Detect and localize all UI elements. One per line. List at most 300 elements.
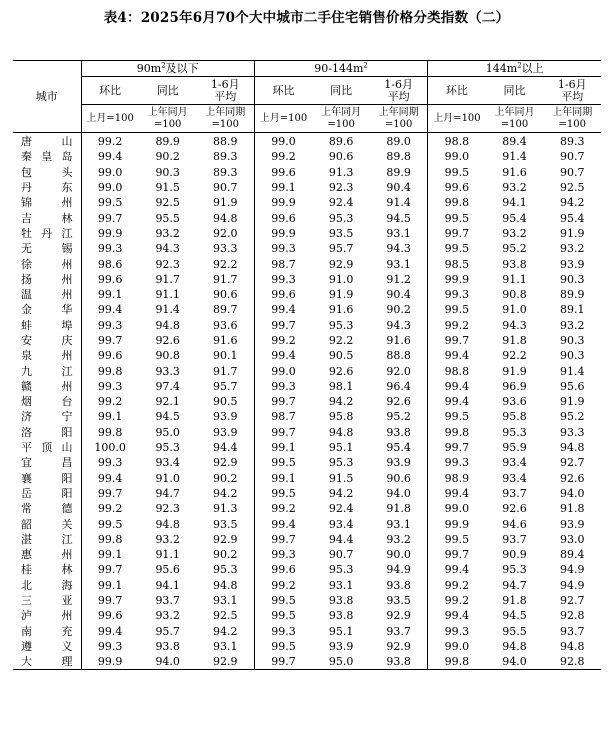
table-row xyxy=(13,501,601,516)
index-value: 99.6 xyxy=(81,608,139,623)
index-value: 93.5 xyxy=(386,594,411,608)
index-value: 93.5 xyxy=(212,517,238,531)
index-value: 91.4 xyxy=(560,364,585,378)
index-value: 93.9 xyxy=(212,410,238,424)
city-name: 韶关 xyxy=(21,517,73,531)
table-row xyxy=(13,516,601,531)
city-name: 洛阳 xyxy=(21,425,73,439)
index-value: 99.3 xyxy=(81,639,139,654)
index-value: 99.1 xyxy=(254,440,312,455)
index-value: 96.4 xyxy=(386,379,411,393)
city-name: 大理 xyxy=(13,654,81,670)
index-value: 99.7 xyxy=(254,318,312,333)
index-value: 99.2 xyxy=(81,133,139,150)
index-value: 99.1 xyxy=(254,180,312,195)
index-value: 90.9 xyxy=(502,548,527,562)
index-value: 99.3 xyxy=(428,455,486,470)
subheader-avg: 1-6月 平均 xyxy=(197,77,255,105)
index-value: 90.7 xyxy=(560,165,585,179)
city-name: 扬州 xyxy=(21,272,73,286)
table-row xyxy=(13,654,601,670)
table-row xyxy=(13,318,601,333)
index-value: 92.3 xyxy=(328,181,354,195)
index-value: 88.8 xyxy=(386,349,411,363)
index-value: 99.6 xyxy=(254,165,312,180)
index-value: 94.8 xyxy=(502,639,527,653)
index-value: 93.8 xyxy=(386,425,411,439)
index-value: 94.0 xyxy=(486,654,544,670)
index-value: 89.3 xyxy=(560,135,585,149)
table-row xyxy=(13,379,601,394)
index-value: 89.9 xyxy=(560,288,585,302)
index-value: 99.3 xyxy=(254,272,312,287)
index-value: 95.9 xyxy=(502,441,527,455)
index-value: 99.0 xyxy=(81,180,139,195)
index-value: 91.7 xyxy=(212,364,238,378)
index-value: 93.1 xyxy=(386,257,411,271)
index-value: 99.5 xyxy=(428,165,486,180)
table-row xyxy=(13,133,601,150)
index-value: 93.9 xyxy=(560,517,585,531)
index-value: 94.5 xyxy=(386,211,411,225)
index-value: 90.4 xyxy=(386,288,411,302)
subheader-yoy: 同比 xyxy=(139,77,197,105)
index-value: 93.2 xyxy=(155,609,180,623)
group-header-medium: $90-144m^2$ xyxy=(254,61,427,77)
index-value: 92.9 xyxy=(386,639,411,653)
index-value: 93.8 xyxy=(502,257,527,271)
index-value: 94.2 xyxy=(328,486,354,500)
index-value: 98.7 xyxy=(254,256,312,271)
city-name: 泸州 xyxy=(21,609,73,623)
index-value: 91.9 xyxy=(560,395,585,409)
index-value: 91.4 xyxy=(502,150,527,164)
city-name: 桂林 xyxy=(21,563,73,577)
index-value: 93.9 xyxy=(386,456,411,470)
index-value: 95.3 xyxy=(328,211,354,225)
index-value: 99.3 xyxy=(428,624,486,639)
index-value: 90.2 xyxy=(212,548,238,562)
index-value: 92.7 xyxy=(560,594,585,608)
index-value: 99.7 xyxy=(428,333,486,348)
index-value: 94.5 xyxy=(155,410,180,424)
index-value: 94.4 xyxy=(328,532,354,546)
index-value: 92.5 xyxy=(560,181,585,195)
index-value: 91.5 xyxy=(155,181,180,195)
index-value: 91.6 xyxy=(212,334,238,347)
index-value: 91.4 xyxy=(155,303,180,317)
index-value: 92.3 xyxy=(155,502,180,516)
index-value: 89.3 xyxy=(212,150,238,164)
index-value: 90.2 xyxy=(155,150,180,164)
index-value: 93.2 xyxy=(502,226,527,240)
city-name: 常德 xyxy=(21,502,73,516)
index-value: 99.4 xyxy=(254,348,312,363)
index-value: 92.7 xyxy=(560,456,585,470)
index-value: 99.8 xyxy=(428,425,486,440)
index-value: 90.6 xyxy=(328,150,354,164)
city-name: 九江 xyxy=(21,364,73,378)
index-value: 99.2 xyxy=(81,501,139,516)
index-value: 93.8 xyxy=(370,654,428,670)
index-value: 99.3 xyxy=(81,241,139,256)
index-value: 99.9 xyxy=(254,195,312,210)
city-name: 安庆 xyxy=(21,334,73,347)
base-label: 上年同期 =100 xyxy=(543,105,601,133)
table-row xyxy=(13,471,601,486)
index-value: 99.5 xyxy=(428,532,486,547)
index-value: 90.5 xyxy=(212,395,238,409)
table-row xyxy=(13,195,601,210)
index-value: 93.2 xyxy=(502,181,527,195)
index-value: 94.8 xyxy=(155,318,180,332)
city-name: 宜昌 xyxy=(21,456,73,470)
index-value: 99.1 xyxy=(81,409,139,424)
index-value: 92.6 xyxy=(502,502,527,516)
index-value: 93.7 xyxy=(155,594,180,608)
city-name: 吉林 xyxy=(21,211,73,225)
index-value: 94.0 xyxy=(386,486,411,500)
index-value: 99.7 xyxy=(81,486,139,501)
index-value: 99.0 xyxy=(428,501,486,516)
index-value: 90.7 xyxy=(560,150,585,164)
index-value: 99.3 xyxy=(254,624,312,639)
index-value: 94.1 xyxy=(502,196,527,210)
table-row xyxy=(13,394,601,409)
index-value: 91.7 xyxy=(212,272,238,286)
index-value: 94.0 xyxy=(139,654,197,670)
index-value: 99.7 xyxy=(254,394,312,409)
index-value: 95.1 xyxy=(328,624,354,638)
city-name: 无锡 xyxy=(21,242,73,256)
city-name: 锦州 xyxy=(21,196,73,210)
index-value: 99.5 xyxy=(254,608,312,623)
index-value: 90.3 xyxy=(560,272,585,286)
index-value: 99.9 xyxy=(254,226,312,241)
index-value: 99.8 xyxy=(81,425,139,440)
index-value: 99.4 xyxy=(81,149,139,164)
index-value: 99.7 xyxy=(81,593,139,608)
index-value: 93.2 xyxy=(560,318,585,332)
index-value: 99.0 xyxy=(81,165,139,180)
index-value: 92.9 xyxy=(328,257,354,271)
index-value: 93.2 xyxy=(386,532,411,546)
table-title: 表4：2025年6月70个大中城市二手住宅销售价格分类指数（二） xyxy=(103,10,510,26)
index-value: 95.2 xyxy=(560,410,585,424)
index-value: 99.4 xyxy=(81,471,139,486)
index-value: 95.6 xyxy=(560,379,585,393)
index-value: 93.6 xyxy=(502,395,527,409)
index-value: 93.8 xyxy=(386,578,411,592)
index-value: 91.5 xyxy=(328,471,354,485)
index-value: 99.8 xyxy=(428,654,486,670)
index-value: 92.8 xyxy=(543,654,601,670)
index-value: 95.7 xyxy=(212,379,238,393)
city-name: 赣州 xyxy=(21,379,73,393)
index-value: 99.2 xyxy=(254,333,312,348)
index-value: 99.4 xyxy=(254,302,312,317)
index-value: 99.5 xyxy=(254,593,312,608)
index-value: 94.9 xyxy=(386,563,411,577)
index-value: 99.4 xyxy=(428,348,486,363)
table-row xyxy=(13,302,601,317)
city-name: 包头 xyxy=(21,165,73,179)
index-value: 99.4 xyxy=(254,516,312,531)
index-value: 92.1 xyxy=(155,395,180,409)
index-value: 95.3 xyxy=(502,563,527,577)
index-value: 99.2 xyxy=(428,318,486,333)
index-value: 95.8 xyxy=(502,410,527,424)
index-value: 99.2 xyxy=(428,593,486,608)
index-value: 89.0 xyxy=(386,135,411,149)
index-value: 99.1 xyxy=(81,578,139,593)
table-row xyxy=(13,409,601,424)
index-value: 93.5 xyxy=(328,226,354,240)
index-value: 92.9 xyxy=(212,456,238,470)
subheader-mom: 环比 xyxy=(428,77,486,105)
index-value: 90.2 xyxy=(212,471,238,485)
index-value: 92.6 xyxy=(386,395,411,409)
index-value: 95.3 xyxy=(502,425,527,439)
subheader-avg: 1-6月 平均 xyxy=(370,77,428,105)
index-value: 95.5 xyxy=(502,624,527,638)
index-value: 90.8 xyxy=(155,349,180,363)
index-value: 99.7 xyxy=(254,532,312,547)
city-name: 烟台 xyxy=(21,395,73,409)
group-header-large: $144m^2$以上 xyxy=(428,61,601,77)
index-value: 99.5 xyxy=(428,302,486,317)
table-row xyxy=(13,486,601,501)
index-value: 99.3 xyxy=(254,547,312,562)
index-value: 98.1 xyxy=(328,379,354,393)
index-value: 98.7 xyxy=(254,409,312,424)
index-value: 99.9 xyxy=(428,516,486,531)
index-value: 95.8 xyxy=(328,410,354,424)
index-value: 94.1 xyxy=(155,578,180,592)
index-value: 95.6 xyxy=(155,563,180,577)
index-value: 93.8 xyxy=(328,609,354,623)
city-name: 泉州 xyxy=(21,349,73,363)
index-value: 92.6 xyxy=(560,471,585,485)
index-value: 94.8 xyxy=(212,211,238,225)
index-value: 90.3 xyxy=(560,349,585,363)
table-row xyxy=(13,241,601,256)
index-value: 94.9 xyxy=(560,578,585,592)
index-value: 99.9 xyxy=(81,226,139,241)
index-value: 90.7 xyxy=(212,181,238,195)
index-value: 95.1 xyxy=(328,441,354,455)
index-value: 99.5 xyxy=(254,486,312,501)
index-value: 93.2 xyxy=(155,532,180,546)
table-row xyxy=(13,149,601,164)
subheader-yoy: 同比 xyxy=(312,77,370,105)
index-value: 96.9 xyxy=(502,379,527,393)
index-value: 99.4 xyxy=(428,379,486,394)
index-value: 93.0 xyxy=(560,532,585,546)
index-value: 91.8 xyxy=(386,502,411,516)
index-value: 99.3 xyxy=(81,455,139,470)
index-value: 99.5 xyxy=(254,639,312,654)
index-value: 95.7 xyxy=(155,624,180,638)
index-value: 95.2 xyxy=(502,242,527,256)
subheader-mom: 环比 xyxy=(254,77,312,105)
index-value: 99.4 xyxy=(428,608,486,623)
index-value: 89.4 xyxy=(502,135,527,149)
index-value: 92.3 xyxy=(155,257,180,271)
table-row xyxy=(13,532,601,547)
city-name: 遵义 xyxy=(21,639,73,653)
index-value: 90.1 xyxy=(212,349,238,363)
index-value: 88.9 xyxy=(212,135,238,149)
index-value: 91.6 xyxy=(328,303,354,317)
index-value: 91.1 xyxy=(502,272,527,286)
index-value: 93.4 xyxy=(502,471,527,485)
base-label: 上年同期 =100 xyxy=(197,105,255,133)
index-value: 99.7 xyxy=(428,226,486,241)
index-value: 98.8 xyxy=(428,133,486,150)
index-value: 99.7 xyxy=(254,654,312,670)
index-value: 92.5 xyxy=(155,196,180,210)
index-value: 99.6 xyxy=(428,180,486,195)
index-value: 99.9 xyxy=(81,654,139,670)
index-value: 99.7 xyxy=(428,440,486,455)
index-value: 99.2 xyxy=(254,578,312,593)
table-row xyxy=(13,578,601,593)
index-value: 94.9 xyxy=(560,563,585,577)
index-value: 93.8 xyxy=(155,639,180,653)
index-value: 93.9 xyxy=(328,639,354,653)
index-value: 100.0 xyxy=(81,440,139,455)
city-name: 蚌埠 xyxy=(21,318,73,332)
table-row xyxy=(13,256,601,271)
index-value: 94.8 xyxy=(212,578,238,592)
index-value: 89.4 xyxy=(560,548,585,562)
index-value: 92.4 xyxy=(328,502,354,516)
index-value: 93.1 xyxy=(328,578,354,592)
group-header-small: $90m^2$及以下 xyxy=(81,61,254,77)
index-value: 94.7 xyxy=(502,578,527,592)
table-row xyxy=(13,455,601,470)
index-value: 99.4 xyxy=(428,486,486,501)
index-value: 94.6 xyxy=(502,517,527,531)
index-value: 93.1 xyxy=(212,594,238,608)
index-value: 99.8 xyxy=(428,195,486,210)
table-row xyxy=(13,363,601,378)
index-value: 95.3 xyxy=(155,441,180,455)
index-value: 99.4 xyxy=(81,302,139,317)
table-row xyxy=(13,287,601,302)
city-column-header: 城市 xyxy=(13,61,81,133)
index-value: 89.9 xyxy=(386,165,411,179)
index-value: 95.3 xyxy=(212,563,238,577)
index-value: 92.9 xyxy=(386,609,411,623)
index-value: 98.6 xyxy=(81,256,139,271)
index-value: 95.4 xyxy=(502,211,527,225)
table-row xyxy=(13,547,601,562)
city-name: 北海 xyxy=(21,578,73,592)
base-label: 上月=100 xyxy=(81,105,139,133)
index-value: 91.2 xyxy=(386,272,411,286)
index-value: 94.5 xyxy=(502,609,527,623)
index-value: 91.6 xyxy=(386,334,411,347)
city-name: 三亚 xyxy=(21,594,73,608)
index-value: 93.3 xyxy=(560,425,585,439)
index-value: 99.1 xyxy=(254,471,312,486)
index-value: 92.2 xyxy=(212,257,238,271)
index-value: 98.8 xyxy=(428,363,486,378)
index-value: 92.6 xyxy=(155,334,180,347)
index-value: 99.0 xyxy=(428,149,486,164)
index-value: 95.4 xyxy=(560,211,585,225)
index-value: 95.7 xyxy=(328,242,354,256)
index-value: 93.1 xyxy=(386,226,411,240)
table-row xyxy=(13,333,601,348)
index-value: 95.4 xyxy=(386,441,411,455)
index-value: 91.3 xyxy=(328,165,354,179)
index-value: 93.2 xyxy=(155,226,180,240)
index-value: 91.9 xyxy=(328,288,354,302)
index-value: 99.1 xyxy=(81,547,139,562)
index-value: 97.4 xyxy=(155,379,180,393)
index-value: 91.9 xyxy=(212,196,238,210)
index-value: 93.8 xyxy=(328,594,354,608)
table-row xyxy=(13,624,601,639)
index-value: 94.3 xyxy=(502,318,527,332)
city-name: 丹东 xyxy=(21,181,73,195)
index-value: 99.3 xyxy=(254,241,312,256)
city-name: 襄阳 xyxy=(21,471,73,485)
index-value: 91.1 xyxy=(155,548,180,562)
index-value: 93.1 xyxy=(212,639,238,653)
index-value: 94.0 xyxy=(560,486,585,500)
index-value: 99.7 xyxy=(428,547,486,562)
index-value: 99.7 xyxy=(81,562,139,577)
subheader-yoy: 同比 xyxy=(486,77,544,105)
index-value: 91.0 xyxy=(155,471,180,485)
base-label: 上年同期 =100 xyxy=(370,105,428,133)
index-value: 89.9 xyxy=(155,135,180,149)
index-value: 95.0 xyxy=(155,425,180,439)
index-value: 91.8 xyxy=(502,334,527,347)
index-value: 93.9 xyxy=(560,257,585,271)
index-value: 94.7 xyxy=(155,486,180,500)
index-value: 93.3 xyxy=(155,364,180,378)
index-value: 91.1 xyxy=(155,288,180,302)
index-value: 94.8 xyxy=(560,441,585,455)
index-value: 99.9 xyxy=(428,272,486,287)
index-value: 93.4 xyxy=(502,456,527,470)
index-value: 95.3 xyxy=(328,318,354,332)
index-value: 99.3 xyxy=(81,318,139,333)
base-label: 上月=100 xyxy=(428,105,486,133)
index-value: 99.5 xyxy=(428,241,486,256)
index-value: 94.4 xyxy=(212,441,238,455)
index-value: 92.0 xyxy=(212,226,238,240)
index-value: 90.8 xyxy=(502,288,527,302)
base-label: 上年同月 =100 xyxy=(486,105,544,133)
index-value: 92.8 xyxy=(560,609,585,623)
index-value: 94.2 xyxy=(560,196,585,210)
base-label: 上月=100 xyxy=(254,105,312,133)
index-value: 91.6 xyxy=(502,165,527,179)
index-value: 99.4 xyxy=(428,394,486,409)
index-value: 92.9 xyxy=(212,532,238,546)
index-value: 91.7 xyxy=(155,272,180,286)
index-value: 92.2 xyxy=(328,334,354,347)
index-value: 99.0 xyxy=(428,639,486,654)
index-value: 91.3 xyxy=(212,502,238,516)
index-value: 99.2 xyxy=(81,394,139,409)
